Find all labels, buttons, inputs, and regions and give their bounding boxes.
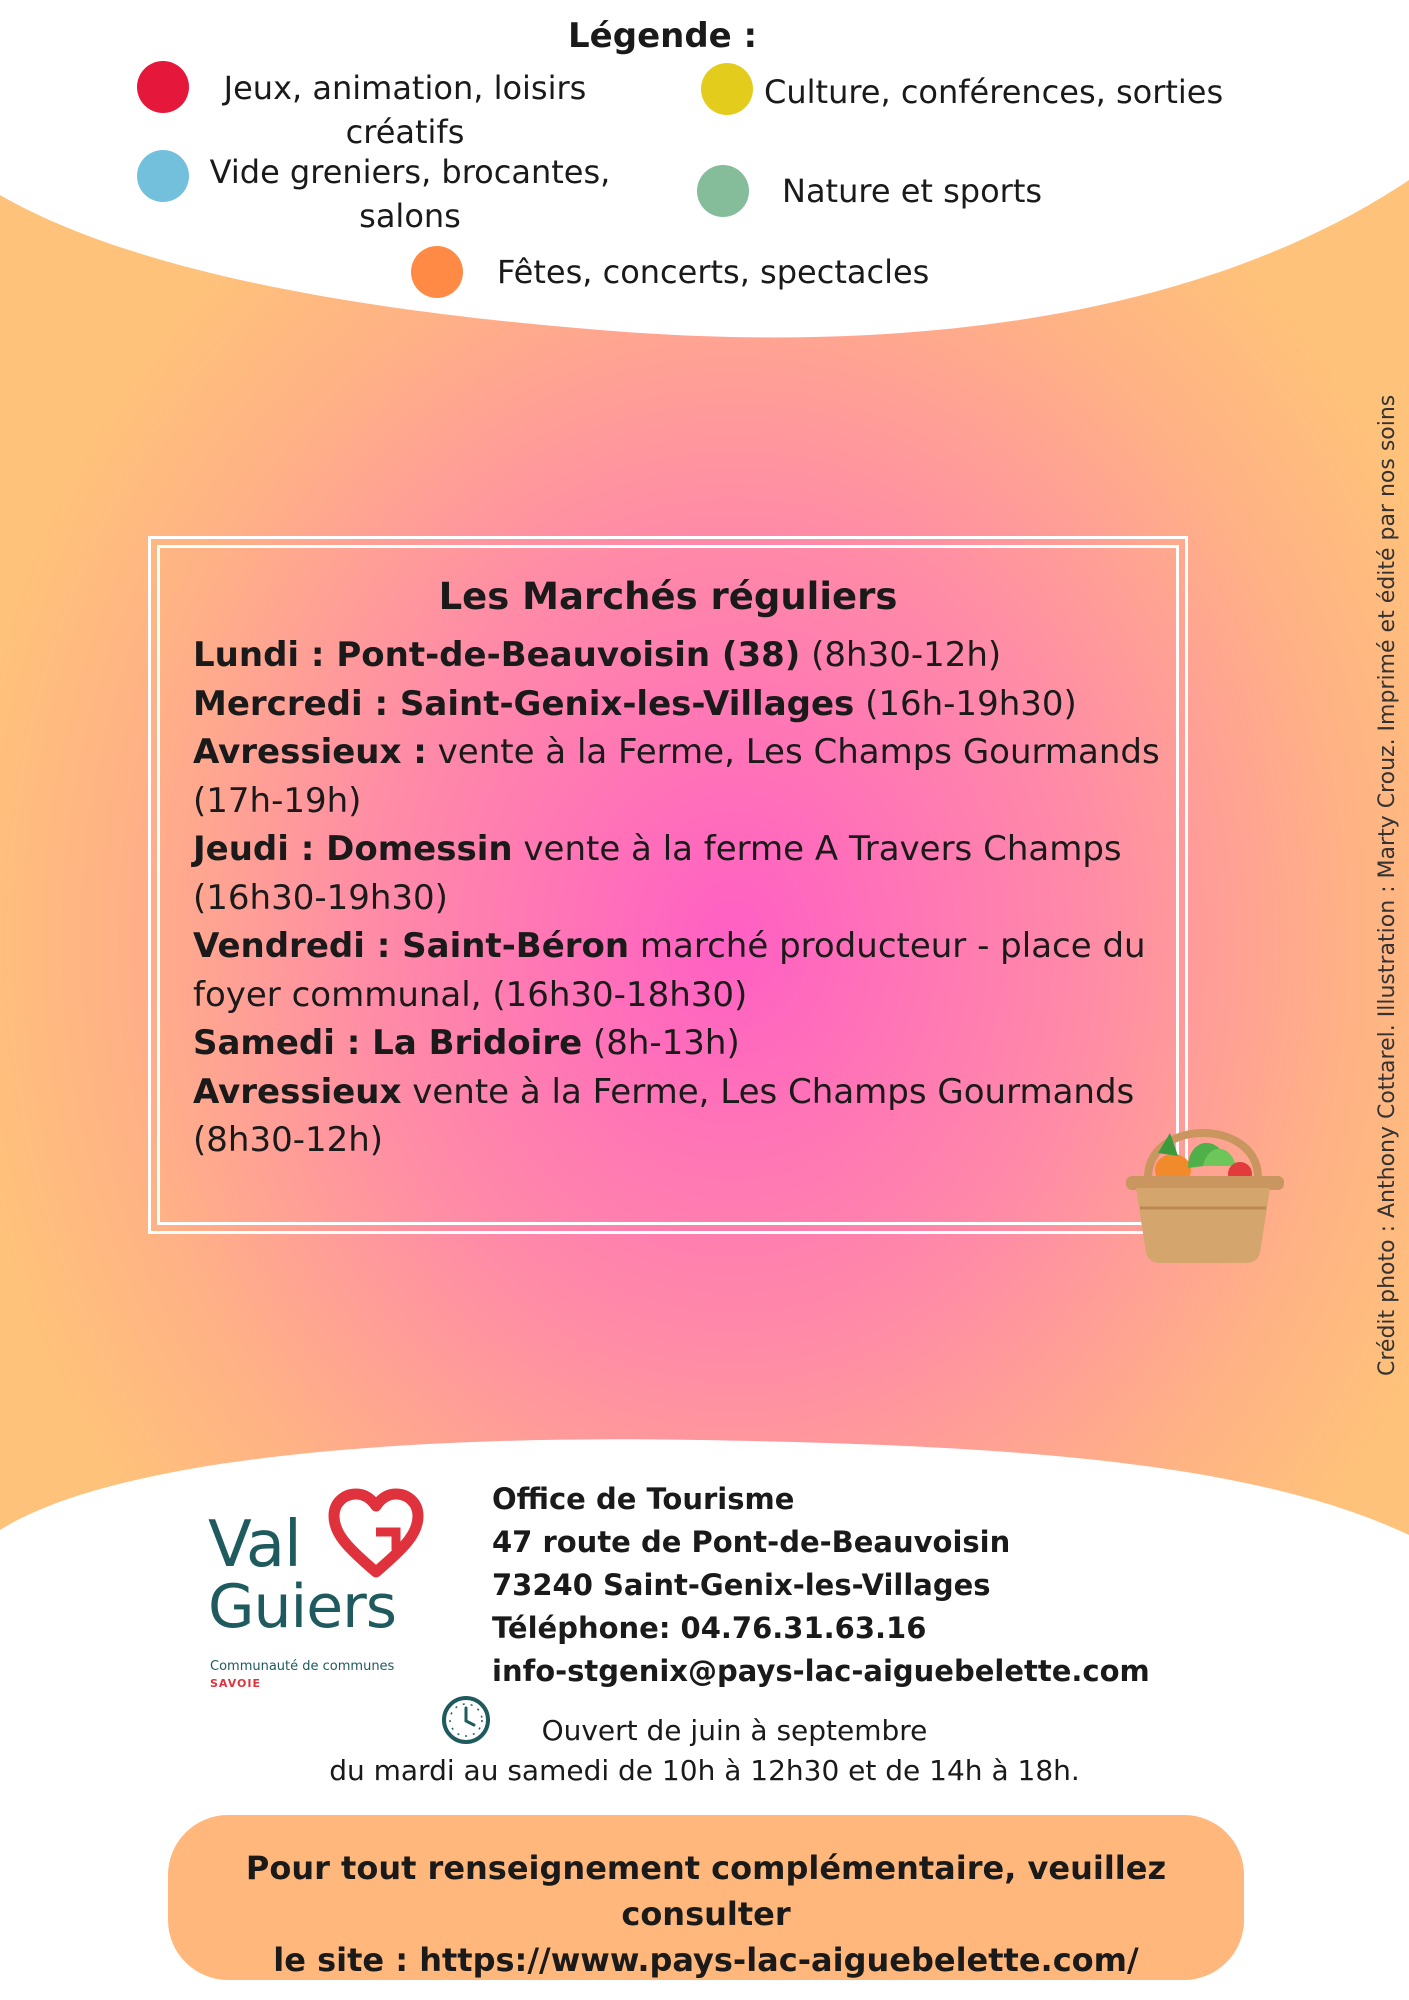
market-entry-details: (16h-19h30) xyxy=(854,683,1077,724)
market-entry-details: vente à la ferme A Travers Champs (16h30-19h30) xyxy=(193,829,1122,918)
vegetable-basket-icon xyxy=(1118,1108,1288,1268)
logo-region: SAVOIE xyxy=(210,1677,261,1690)
market-entry-day: Mercredi : Saint-Genix-les-Villages xyxy=(193,683,855,724)
legend-label-nature xyxy=(782,169,1122,213)
legend-label-culture xyxy=(764,70,1224,114)
office-phone[interactable]: Téléphone: 04.76.31.63.16 xyxy=(492,1611,927,1645)
heart-logo-icon xyxy=(326,1488,426,1580)
markets-title: Les Marchés réguliers xyxy=(438,575,898,618)
logo-text-guiers: Guiers xyxy=(208,1572,397,1642)
legend-dot-yellow xyxy=(701,63,753,115)
markets-list xyxy=(193,631,1173,1165)
legend-label-festivals xyxy=(497,250,977,294)
office-email[interactable]: info-stgenix@pays-lac-aiguebelette.com xyxy=(492,1654,1150,1688)
opening-season: Ouvert de juin à septembre xyxy=(541,1714,928,1747)
market-entry xyxy=(193,1068,1173,1165)
legend-dot-orange xyxy=(411,246,463,298)
website-link[interactable]: le site : https://www.pays-lac-aiguebelette.com/ xyxy=(273,1941,1139,1979)
logo-subtitle: Communauté de communes xyxy=(210,1659,395,1674)
market-entry-day: Avressieux : xyxy=(193,732,427,772)
legend-dot-red xyxy=(137,61,189,113)
market-entry-day: Avressieux xyxy=(193,1071,402,1112)
office-name: Office de Tourisme xyxy=(492,1482,795,1516)
info-banner xyxy=(168,1815,1244,1980)
market-entry xyxy=(193,680,1173,729)
legend-label-line: Jeux, animation, loisirs xyxy=(223,69,587,107)
legend-label-line: créatifs xyxy=(345,113,465,151)
market-entry-details: (8h-13h) xyxy=(582,1023,740,1063)
info-banner-line: Pour tout renseignement complémentaire, veuillez consulter xyxy=(245,1849,1167,1933)
market-entry-details: vente à la Ferme, Les Champs Gourmands (17h-19h) xyxy=(193,732,1160,821)
legend-label-line: Fêtes, concerts, spectacles xyxy=(497,253,930,291)
legend-label-line: Culture, conférences, sorties xyxy=(764,73,1224,111)
market-entry-details: (8h30-12h) xyxy=(800,635,1002,675)
legend-label-line: Vide greniers, brocantes, xyxy=(209,153,611,191)
legend-label-games xyxy=(200,66,610,154)
legend-label-flea-markets xyxy=(200,150,620,238)
market-entry xyxy=(193,825,1173,922)
logo-text-val: Val xyxy=(208,1508,301,1582)
office-contact xyxy=(492,1478,1150,1693)
opening-hours: du mardi au samedi de 10h à 12h30 et de 14h à 18h. xyxy=(329,1754,1080,1787)
market-entry xyxy=(193,631,1173,680)
market-entry-day: Samedi : La Bridoire xyxy=(193,1023,583,1063)
val-guiers-logo xyxy=(208,1488,428,1698)
market-entry-day: Vendredi : Saint-Béron xyxy=(193,926,630,966)
market-entry-day: Lundi : Pont-de-Beauvoisin (38) xyxy=(193,635,801,675)
photo-credit: Crédit photo : Anthony Cottarel. Illustration : Marty Crouz. Imprimé et édité par nos soins xyxy=(1375,394,1400,1376)
market-entry-details: vente à la Ferme, Les Champs Gourmands (8h30-12h) xyxy=(193,1071,1135,1160)
info-banner-text xyxy=(168,1845,1244,1983)
legend-label-line: salons xyxy=(359,197,461,235)
legend-dot-blue xyxy=(137,150,189,202)
legend-title: Légende : xyxy=(568,16,758,56)
market-entry xyxy=(193,728,1173,825)
market-entry xyxy=(193,922,1173,1019)
office-address-street: 47 route de Pont-de-Beauvoisin xyxy=(492,1525,1011,1559)
office-address-city: 73240 Saint-Genix-les-Villages xyxy=(492,1568,991,1602)
market-entry xyxy=(193,1019,1173,1068)
legend-label-line: Nature et sports xyxy=(782,172,1043,210)
market-entry-day: Jeudi : Domessin xyxy=(193,829,513,869)
market-entry-details: marché producteur - place du foyer communal, (16h30-18h30) xyxy=(193,926,1146,1015)
legend-dot-green xyxy=(697,165,749,217)
markets-panel xyxy=(148,536,1188,1234)
